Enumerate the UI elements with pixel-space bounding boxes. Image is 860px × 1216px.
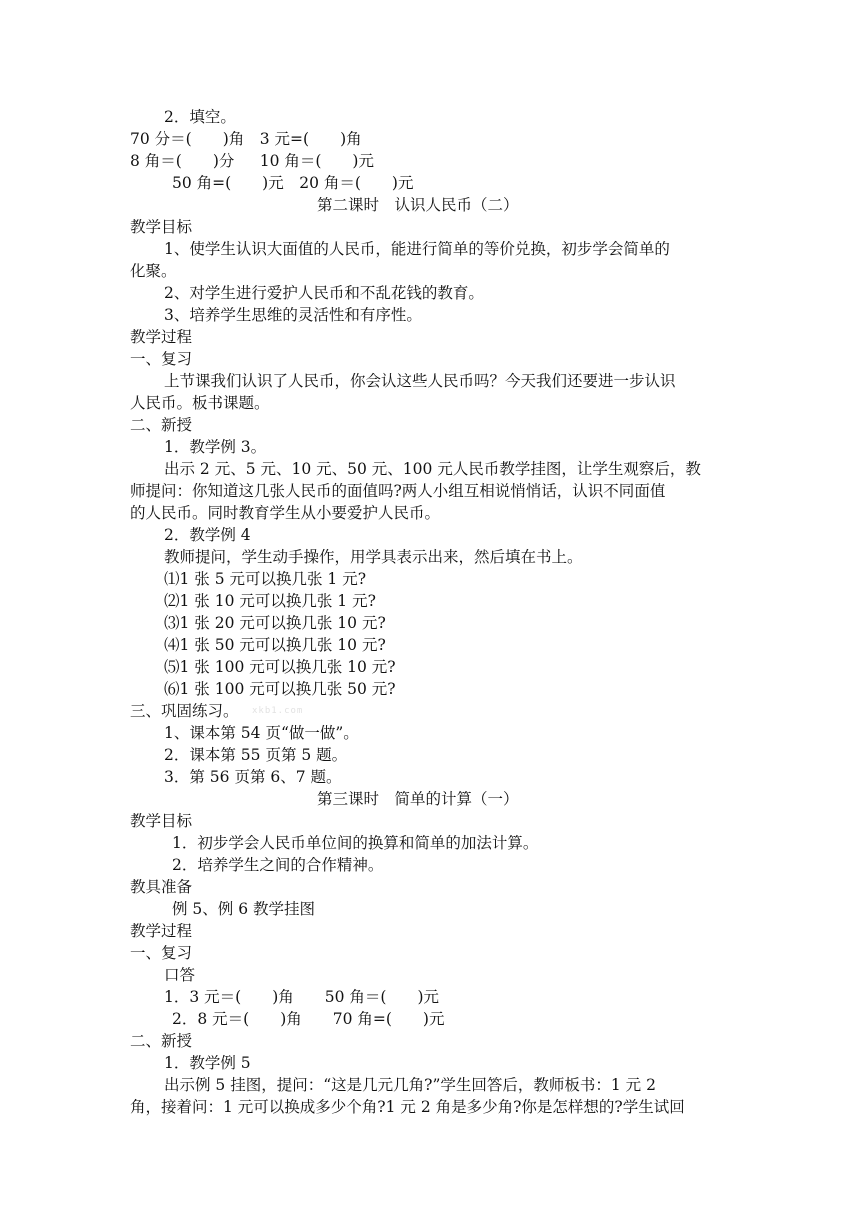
section-title-lesson-3: 第三课时 简单的计算（一） — [317, 790, 519, 808]
line-example-3-c: 的人民币。同时教育学生从小要爱护人民币。 — [130, 504, 441, 522]
heading-consolidation: 三、巩固练习。 — [130, 702, 239, 720]
heading-materials: 教具准备 — [130, 878, 193, 896]
line-question-6: ⑹1 张 100 元可以换几张 50 元? — [164, 680, 396, 698]
line-example-5-title: 1．教学例 5 — [164, 1054, 251, 1072]
line-goal-1-cont: 化聚。 — [130, 262, 177, 280]
line-question-2: ⑵1 张 10 元可以换几张 1 元? — [164, 592, 376, 610]
line-practice-1: 1、课本第 54 页“做一做”。 — [164, 724, 359, 742]
line-example-4-a: 教师提问，学生动手操作，用学具表示出来，然后填在书上。 — [164, 548, 583, 566]
line-example-4-title: 2．教学例 4 — [164, 526, 251, 544]
heading-new-lesson-2: 二、新授 — [130, 1032, 193, 1050]
line-example-3-a: 出示 2 元、5 元、10 元、50 元、100 元人民币教学挂图，让学生观察后，教 — [164, 460, 701, 478]
line-exercise-1: 70 分＝( )角 3 元=( )角 — [130, 130, 362, 148]
line-oral-1: 1．3 元＝( )角 50 角＝( )元 — [164, 988, 439, 1006]
watermark: xkb1.com — [252, 706, 304, 716]
heading-teaching-process: 教学过程 — [130, 328, 193, 346]
line-example-3-title: 1．教学例 3。 — [164, 438, 267, 456]
line-review-2: 人民币。板书课题。 — [130, 394, 270, 412]
line-example-5-a: 出示例 5 挂图，提问：“这是几元几角?”学生回答后，教师板书：1 元 2 — [164, 1076, 656, 1094]
line-question-5: ⑸1 张 100 元可以换几张 10 元? — [164, 658, 396, 676]
line-example-5-b: 角，接着问：1 元可以换成多少个角?1 元 2 角是多少角?你是怎样想的?学生试回 — [130, 1098, 685, 1116]
heading-review: 一、复习 — [130, 350, 193, 368]
line-oral-2: 2．8 元＝( )角 70 角=( )元 — [172, 1010, 445, 1028]
line-goal-b2: 2．培养学生之间的合作精神。 — [172, 856, 384, 874]
line-question-1: ⑴1 张 5 元可以换几张 1 元? — [164, 570, 367, 588]
line-goal-2: 2、对学生进行爱护人民币和不乱花钱的教育。 — [164, 284, 484, 302]
line-fill-blank-heading: 2．填空。 — [164, 108, 236, 126]
line-goal-b1: 1．初步学会人民币单位间的换算和简单的加法计算。 — [172, 834, 539, 852]
line-review-1: 上节课我们认识了人民币，你会认这些人民币吗？今天我们还要进一步认识 — [164, 372, 676, 390]
line-exercise-2: 8 角＝( )分 10 角＝( )元 — [130, 152, 374, 170]
line-materials: 例 5、例 6 教学挂图 — [172, 900, 316, 918]
line-example-3-b: 师提问：你知道这几张人民币的面值吗?两人小组互相说悄悄话，认识不同面值 — [130, 482, 666, 500]
line-oral-answer: 口答 — [164, 966, 196, 984]
line-practice-3: 3．第 56 页第 6、7 题。 — [164, 768, 342, 786]
line-practice-2: 2．课本第 55 页第 5 题。 — [164, 746, 348, 764]
heading-review-2: 一、复习 — [130, 944, 193, 962]
heading-teaching-goals: 教学目标 — [130, 218, 193, 236]
line-goal-1: 1、使学生认识大面值的人民币，能进行简单的等价兑换，初步学会简单的 — [164, 240, 670, 258]
line-question-3: ⑶1 张 20 元可以换几张 10 元? — [164, 614, 386, 632]
heading-teaching-goals-2: 教学目标 — [130, 812, 193, 830]
line-question-4: ⑷1 张 50 元可以换几张 10 元? — [164, 636, 386, 654]
line-goal-3: 3、培养学生思维的灵活性和有序性。 — [164, 306, 422, 324]
heading-new-lesson: 二、新授 — [130, 416, 193, 434]
heading-teaching-process-2: 教学过程 — [130, 922, 193, 940]
line-exercise-3: 50 角=( )元 20 角＝( )元 — [172, 174, 414, 192]
section-title-lesson-2: 第二课时 认识人民币（二） — [317, 196, 519, 214]
